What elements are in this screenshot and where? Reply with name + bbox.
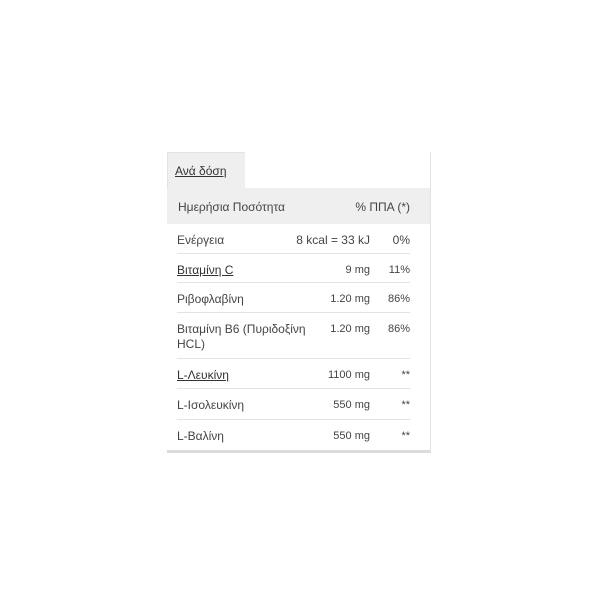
tab-per-dose-label: Ανά δόση <box>175 164 227 178</box>
row-pct: 0% <box>392 233 410 247</box>
table-row <box>177 254 410 283</box>
table-row <box>177 389 410 420</box>
header-daily-amount: Ημερήσια Ποσότητα <box>178 200 285 214</box>
header-rda-percent: % ΠΠΑ (*) <box>355 200 410 214</box>
row-amount: 8 kcal = 33 kJ <box>296 233 370 247</box>
row-pct: ** <box>401 369 410 381</box>
table-row <box>177 420 410 450</box>
nutrition-table <box>167 224 430 450</box>
row-amount: 9 mg <box>345 264 370 276</box>
row-amount: 1.20 mg <box>330 293 370 305</box>
row-name: Ριβοφλαβίνη <box>177 292 244 306</box>
table-row <box>177 313 410 359</box>
table-row <box>177 224 410 254</box>
row-pct: ** <box>401 399 410 411</box>
row-amount: 550 mg <box>333 399 370 411</box>
row-name: Ενέργεια <box>177 233 225 247</box>
row-name: L-Ισολευκίνη <box>177 398 245 412</box>
row-amount: 550 mg <box>333 430 370 442</box>
tab-per-dose[interactable] <box>167 152 245 188</box>
table-row <box>177 359 410 389</box>
row-pct: 86% <box>387 293 410 305</box>
row-amount: 1100 mg <box>328 369 370 381</box>
row-name: Βιταμίνη Β6 (Πυριδοξίνη HCL) <box>177 322 306 351</box>
row-name-link[interactable]: L-Λευκίνη <box>177 368 229 382</box>
row-name: L-Βαλίνη <box>177 429 224 443</box>
table-row <box>177 283 410 313</box>
tab-bar <box>167 152 430 188</box>
row-name-link[interactable]: Βιταμίνη C <box>177 263 234 277</box>
row-pct: 11% <box>388 264 410 276</box>
nutrition-panel <box>167 152 431 453</box>
row-amount: 1.20 mg <box>330 323 370 335</box>
table-header <box>167 188 430 224</box>
row-pct: ** <box>401 430 410 442</box>
row-pct: 86% <box>387 323 410 335</box>
